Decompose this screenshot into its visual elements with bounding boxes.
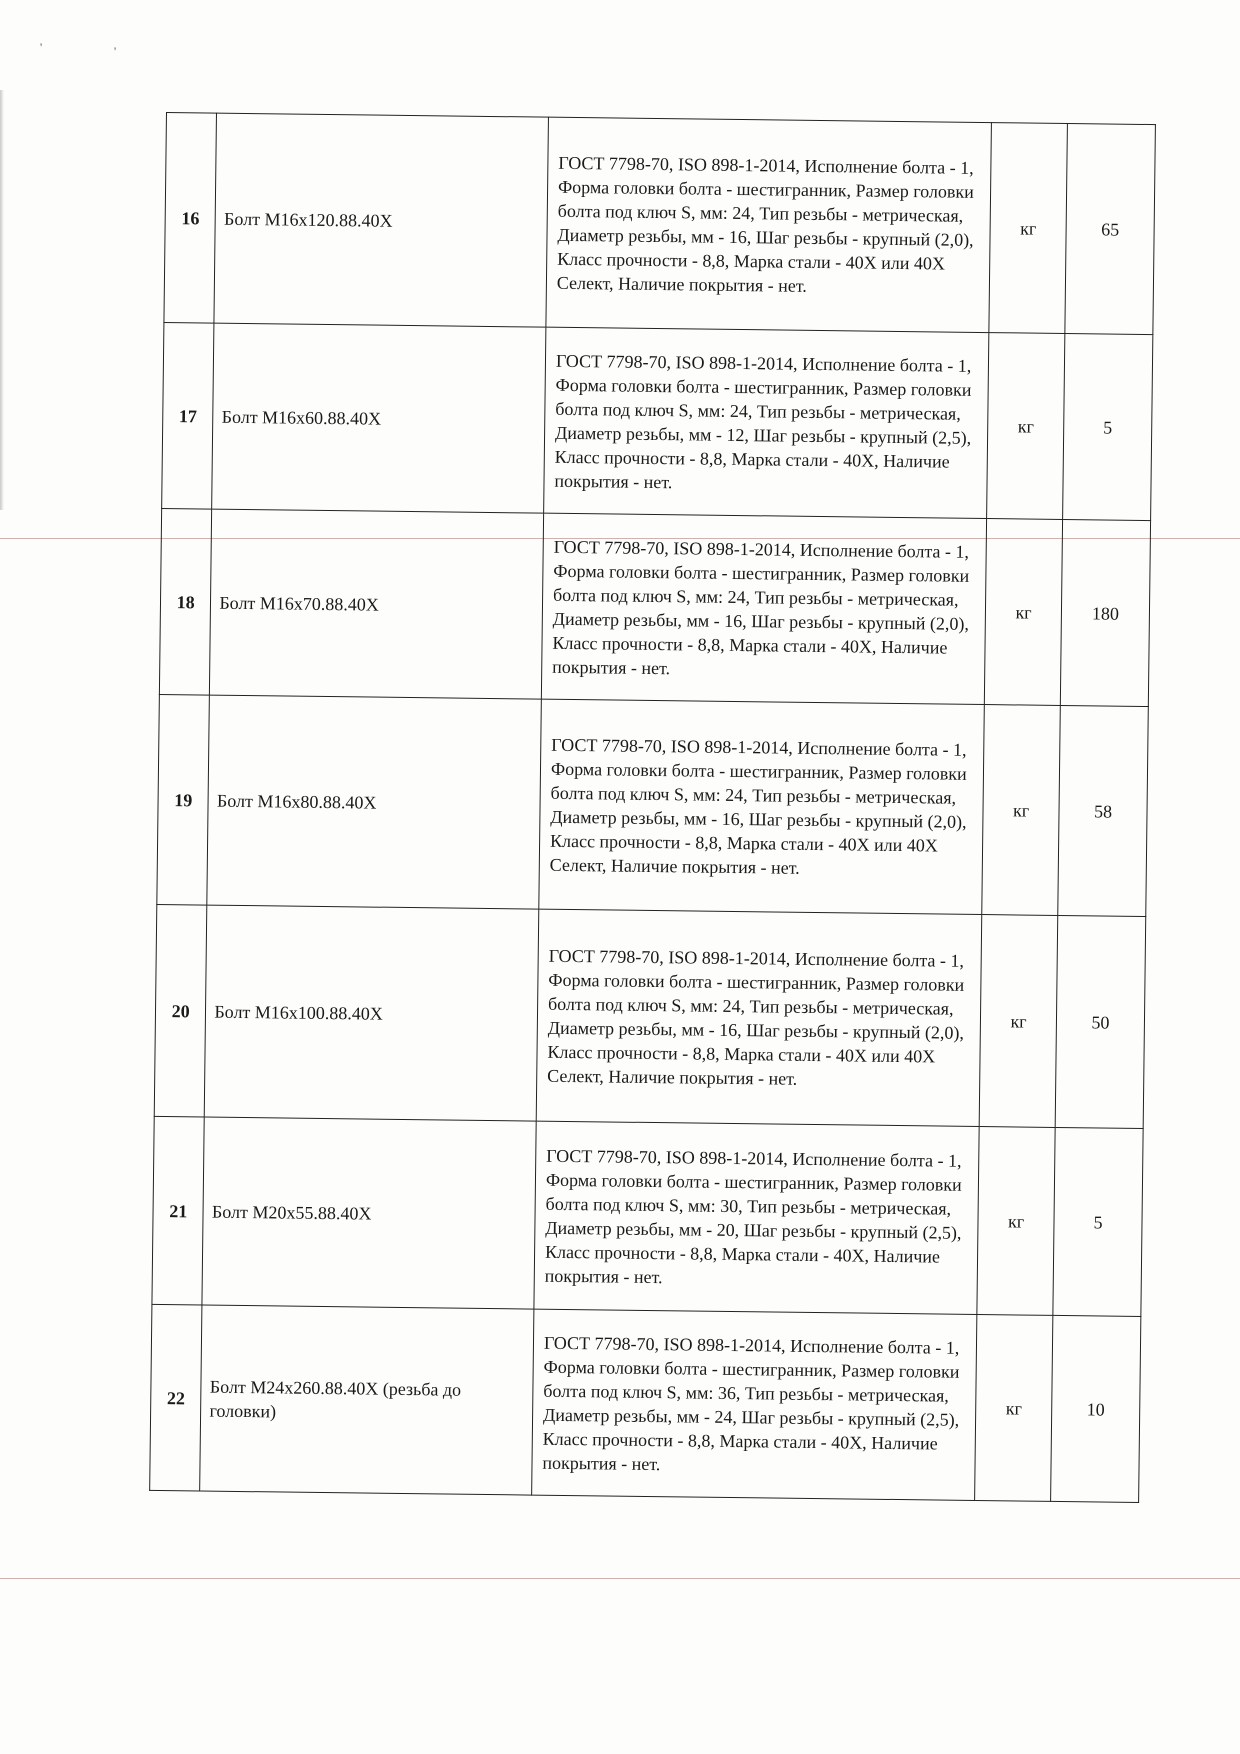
table-row (157, 694, 1148, 916)
item-description: ГОСТ 7798-70, ISO 898-1-2014, Исполнение болта - 1, Форма головки болта - шестигранник, Размер головки болта под ключ S, мм: 36, Тип резьбы - метрическая, Диаметр резьбы, мм - 24, Шаг резьбы - крупный (2,5), Класс прочности - 8,8, Марка стали - 40Х, Наличие покрытия - нет. (532, 1309, 978, 1500)
item-quantity: 58 (1058, 705, 1148, 916)
row-number: 21 (152, 1116, 205, 1305)
item-description: ГОСТ 7798-70, ISO 898-1-2014, Исполнение болта - 1, Форма головки болта - шестигранник, Размер головки болта под ключ S, мм: 24, Тип резьбы - метрическая, Диаметр резьбы, мм - 16, Шаг резьбы - крупный (2,0), Класс прочности - 8,8, Марка стали - 40Х или 40Х Селект, Наличие покрытия - нет. (539, 699, 985, 914)
table-row (164, 113, 1155, 335)
item-unit: кг (987, 333, 1065, 520)
row-number: 19 (157, 694, 210, 905)
item-unit: кг (982, 705, 1060, 916)
scan-mark: ' (40, 40, 43, 54)
item-unit: кг (979, 915, 1057, 1128)
row-number: 16 (164, 113, 217, 324)
item-quantity: 10 (1051, 1315, 1141, 1502)
item-name: Болт М16х120.88.40Х (214, 113, 548, 327)
item-name: Болт М16х100.88.40Х (205, 905, 539, 1121)
item-description: ГОСТ 7798-70, ISO 898-1-2014, Исполнение болта - 1, Форма головки болта - шестигранник, Размер головки болта под ключ S, мм: 30, Тип резьбы - метрическая, Диаметр резьбы, мм - 20, Шаг резьбы - крупный (2,5), Класс прочности - 8,8, Марка стали - 40Х, Наличие покрытия - нет. (534, 1121, 980, 1314)
item-unit: кг (975, 1314, 1053, 1501)
row-number: 17 (162, 322, 215, 509)
item-name: Болт М16х80.88.40Х (207, 695, 541, 909)
table-row (152, 1116, 1143, 1316)
table-row (162, 322, 1153, 520)
item-name: Болт М16х70.88.40Х (210, 509, 544, 699)
item-description: ГОСТ 7798-70, ISO 898-1-2014, Исполнение болта - 1, Форма головки болта - шестигранник, Размер головки болта под ключ S, мм: 24, Тип резьбы - метрическая, Диаметр резьбы, мм - 16, Шаг резьбы - крупный (2,0), Класс прочности - 8,8, Марка стали - 40Х или 40Х Селект, Наличие покрытия - нет. (536, 909, 982, 1126)
item-name: Болт М24х260.88.40Х (резьба до головки) (200, 1305, 534, 1495)
row-number: 20 (154, 904, 207, 1117)
item-quantity: 5 (1053, 1127, 1143, 1316)
row-number: 18 (159, 508, 212, 695)
scan-mark: ' (114, 44, 117, 58)
table-row (150, 1304, 1141, 1502)
item-unit: кг (977, 1127, 1055, 1316)
table-row (159, 508, 1150, 706)
item-unit: кг (985, 519, 1063, 706)
scan-shadow (0, 90, 4, 510)
item-quantity: 5 (1063, 333, 1153, 520)
item-unit: кг (989, 123, 1067, 334)
item-quantity: 50 (1055, 915, 1146, 1128)
item-description: ГОСТ 7798-70, ISO 898-1-2014, Исполнение болта - 1, Форма головки болта - шестигранник, Размер головки болта под ключ S, мм: 24, Тип резьбы - метрическая, Диаметр резьбы, мм - 16, Шаг резьбы - крупный (2,0), Класс прочности - 8,8, Марка стали - 40Х, Наличие покрытия - нет. (541, 513, 987, 704)
item-quantity: 65 (1065, 124, 1155, 335)
item-description: ГОСТ 7798-70, ISO 898-1-2014, Исполнение болта - 1, Форма головки болта - шестигранник, Размер головки болта под ключ S, мм: 24, Тип резьбы - метрическая, Диаметр резьбы, мм - 12, Шаг резьбы - крупный (2,5), Класс прочности - 8,8, Марка стали - 40Х, Наличие покрытия - нет. (544, 327, 990, 518)
specification-table (149, 112, 1156, 1503)
scan-rule-line (0, 1578, 1240, 1579)
row-number: 22 (150, 1304, 203, 1491)
table-row (154, 904, 1146, 1128)
item-name: Болт М20х55.88.40Х (202, 1117, 536, 1309)
item-quantity: 180 (1060, 519, 1150, 706)
item-name: Болт М16х60.88.40Х (212, 323, 546, 513)
item-description: ГОСТ 7798-70, ISO 898-1-2014, Исполнение болта - 1, Форма головки болта - шестигранник, Размер головки болта под ключ S, мм: 24, Тип резьбы - метрическая, Диаметр резьбы, мм - 16, Шаг резьбы - крупный (2,0), Класс прочности - 8,8, Марка стали - 40Х или 40Х Селект, Наличие покрытия - нет. (546, 117, 992, 332)
